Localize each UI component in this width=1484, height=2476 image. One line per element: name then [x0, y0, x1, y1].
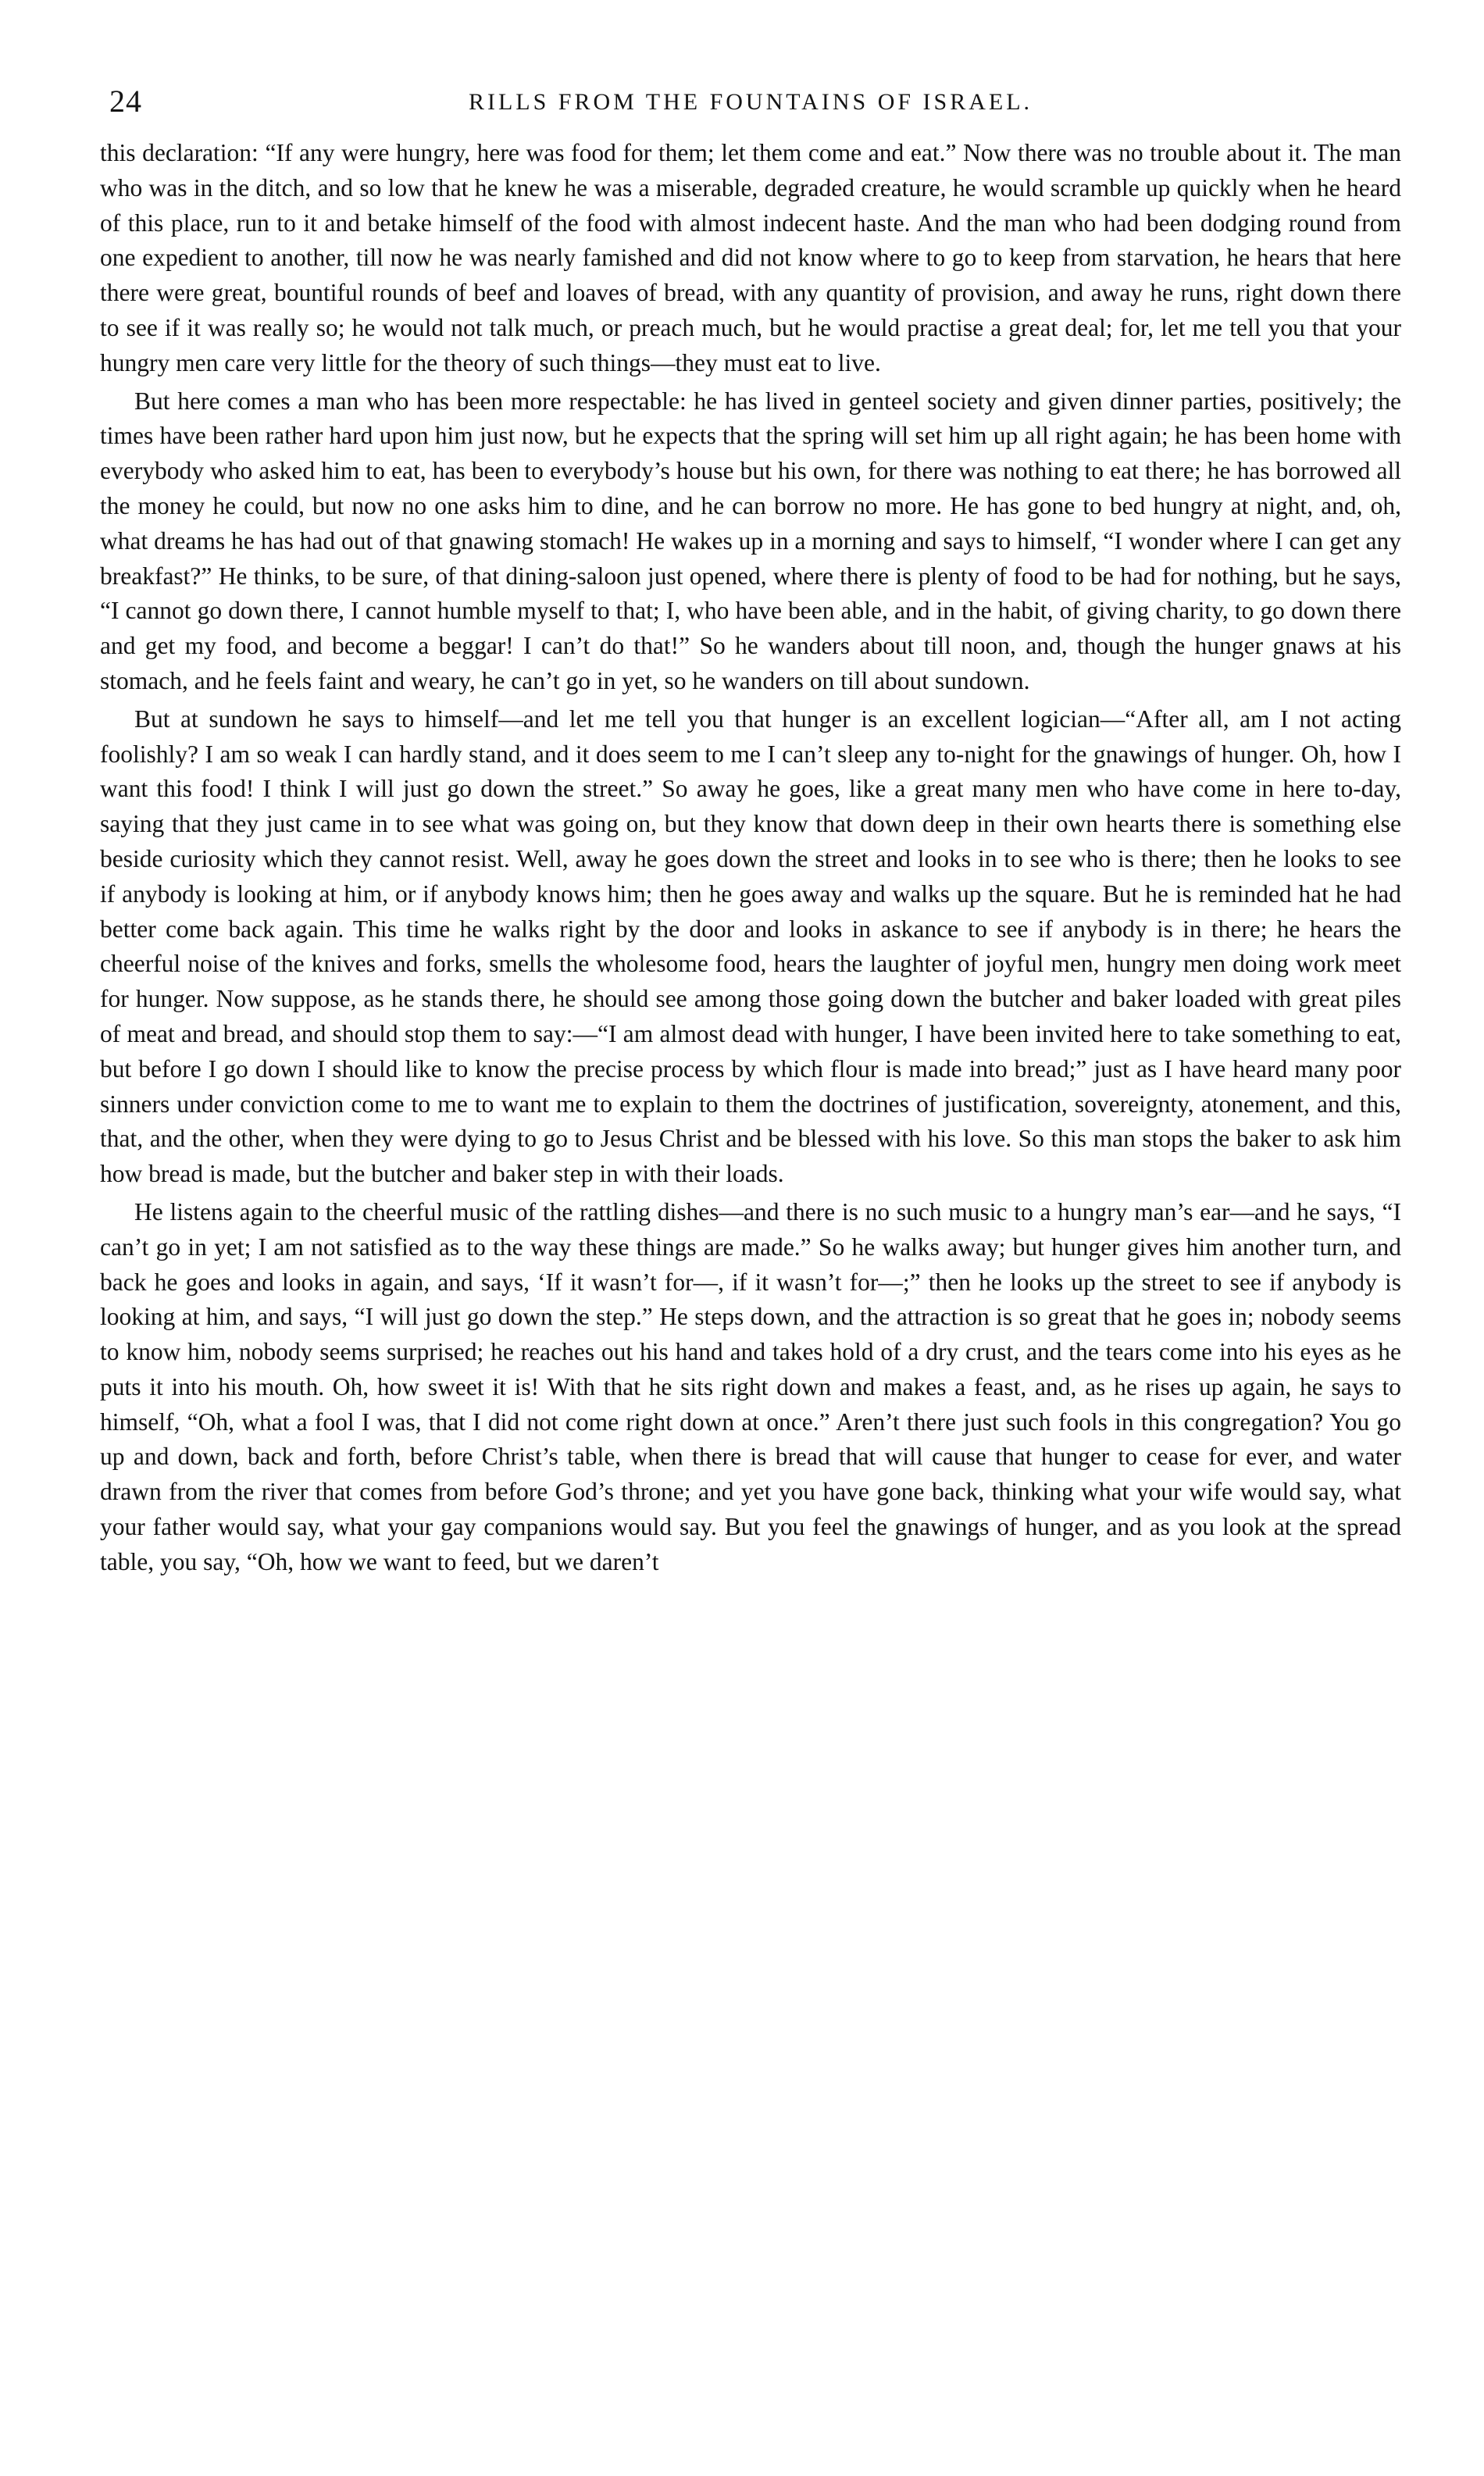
book-page: [100, 75, 1401, 1583]
paragraph-1: this declaration: “If any were hungry, here was food for them; let them come and eat.” Now there was no trouble about it. The man who was in the ditch, and so low that he knew he was a miserable, degraded creature, he would scramble up quickly when he heard of this place, run to it and betake himself of the food with almost indecent haste. And the man who had been dodging round from one expedient to another, till now he was nearly famished and did not know where to go to keep from starvation, he hears that here there were great, bountiful rounds of beef and loaves of bread, with any quantity of provision, and away he runs, right down there to see if it was really so; he would not talk much, or preach much, but he would practise a great deal; for, let me tell you that your hungry men care very little for the theory of such things—they must eat to live.: [100, 139, 1401, 376]
paragraph-4: He listens again to the cheerful music of the rattling dishes—and there is no such music to a hungry man’s ear—and he says, “I can’t go in yet; I am not satisfied as to the way these things are made.” So he walks away; but hunger gives him another turn, and back he goes and looks in again, and says, ‘If it wasn’t for—, if it wasn’t for—;” then he looks up the street to see if anybody is looking at him, and says, “I will just go down the step.” He steps down, and the attraction is so great that he goes in; nobody seems to know him, nobody seems surprised; he reaches out his hand and takes hold of a dry crust, and the tears come into his eyes as he puts it into his mouth. Oh, how sweet it is! With that he sits right down and makes a feast, and, as he rises up again, he says to himself, “Oh, what a fool I was, that I did not come right down at once.” Aren’t there just such fools in this congregation? You go up and down, back and forth, before Christ’s table, when there is bread that will cause that hunger to cease for ever, and water drawn from the river that comes from before God’s throne; and yet you have gone back, thinking what your wife would say, what your father would say, what your gay companions would say. But you feel the gnawings of hunger, and as you look at the spread table, you say, “Oh, how we want to feed, but we daren’t: [100, 1197, 1401, 1575]
body-text: [100, 136, 1401, 1580]
page-number: 24: [109, 84, 142, 119]
page-header: [100, 75, 1401, 123]
running-title: RILLS FROM THE FOUNTAINS OF ISRAEL.: [468, 89, 1033, 115]
paragraph-2: But here comes a man who has been more respectable: he has lived in genteel society and given dinner parties, positively; the times have been rather hard upon him just now, but he expects that the spring will set him up all right again; he has been home with everybody who asked him to eat, has been to everybody’s house but his own, for there was nothing to eat there; he has borrowed all the money he could, but now no one asks him to dine, and he can borrow no more. He has gone to bed hungry at night, and, oh, what dreams he has had out of that gnawing stomach! He wakes up in a morning and says to himself, “I wonder where I can get any breakfast?” He thinks, to be sure, of that dining-saloon just opened, where there is plenty of food to be had for nothing, but he says, “I cannot go down there, I cannot humble myself to that; I, who have been able, and in the habit, of giving charity, to go down there and get my food, and become a beggar! I can’t do that!” So he wanders about till noon, and, though the hunger gnaws at his stomach, and he feels faint and weary, he can’t go in yet, so he wanders on till about sundown.: [100, 387, 1401, 694]
paragraph-3: But at sundown he says to himself—and let me tell you that hunger is an excellent logician—“After all, am I not acting foolishly? I am so weak I can hardly stand, and it does seem to me I can’t sleep any to-night for the gnawings of hunger. Oh, how I want this food! I think I will just go down the street.” So away he goes, like a great many men who have come in here to-day, saying that they just came in to see what was going on, but they know that down deep in their own hearts there is something else beside curiosity which they cannot resist. Well, away he goes down the street and looks in to see who is there; then he looks to see if anybody is looking at him, or if anybody knows him; then he goes away and walks up the square. But he is reminded hat he had better come back again. This time he walks right by the door and looks in askance to see if anybody is in there; he hears the cheerful noise of the knives and forks, smells the wholesome food, hears the laughter of joyful men, hungry men doing work meet for hunger. Now suppose, as he stands there, he should see among those going down the butcher and baker loaded with great piles of meat and bread, and should stop them to say:—“I am almost dead with hunger, I have been invited here to take something to eat, but before I go down I should like to know the precise process by which flour is made into bread;” just as I have heard many poor sinners under conviction come to me to want me to explain to them the doctrines of justification, sovereignty, atonement, and this, that, and the other, when they were dying to go to Jesus Christ and be blessed with his love. So this man stops the baker to ask him how bread is made, but the butcher and baker step in with their loads.: [100, 705, 1401, 1188]
